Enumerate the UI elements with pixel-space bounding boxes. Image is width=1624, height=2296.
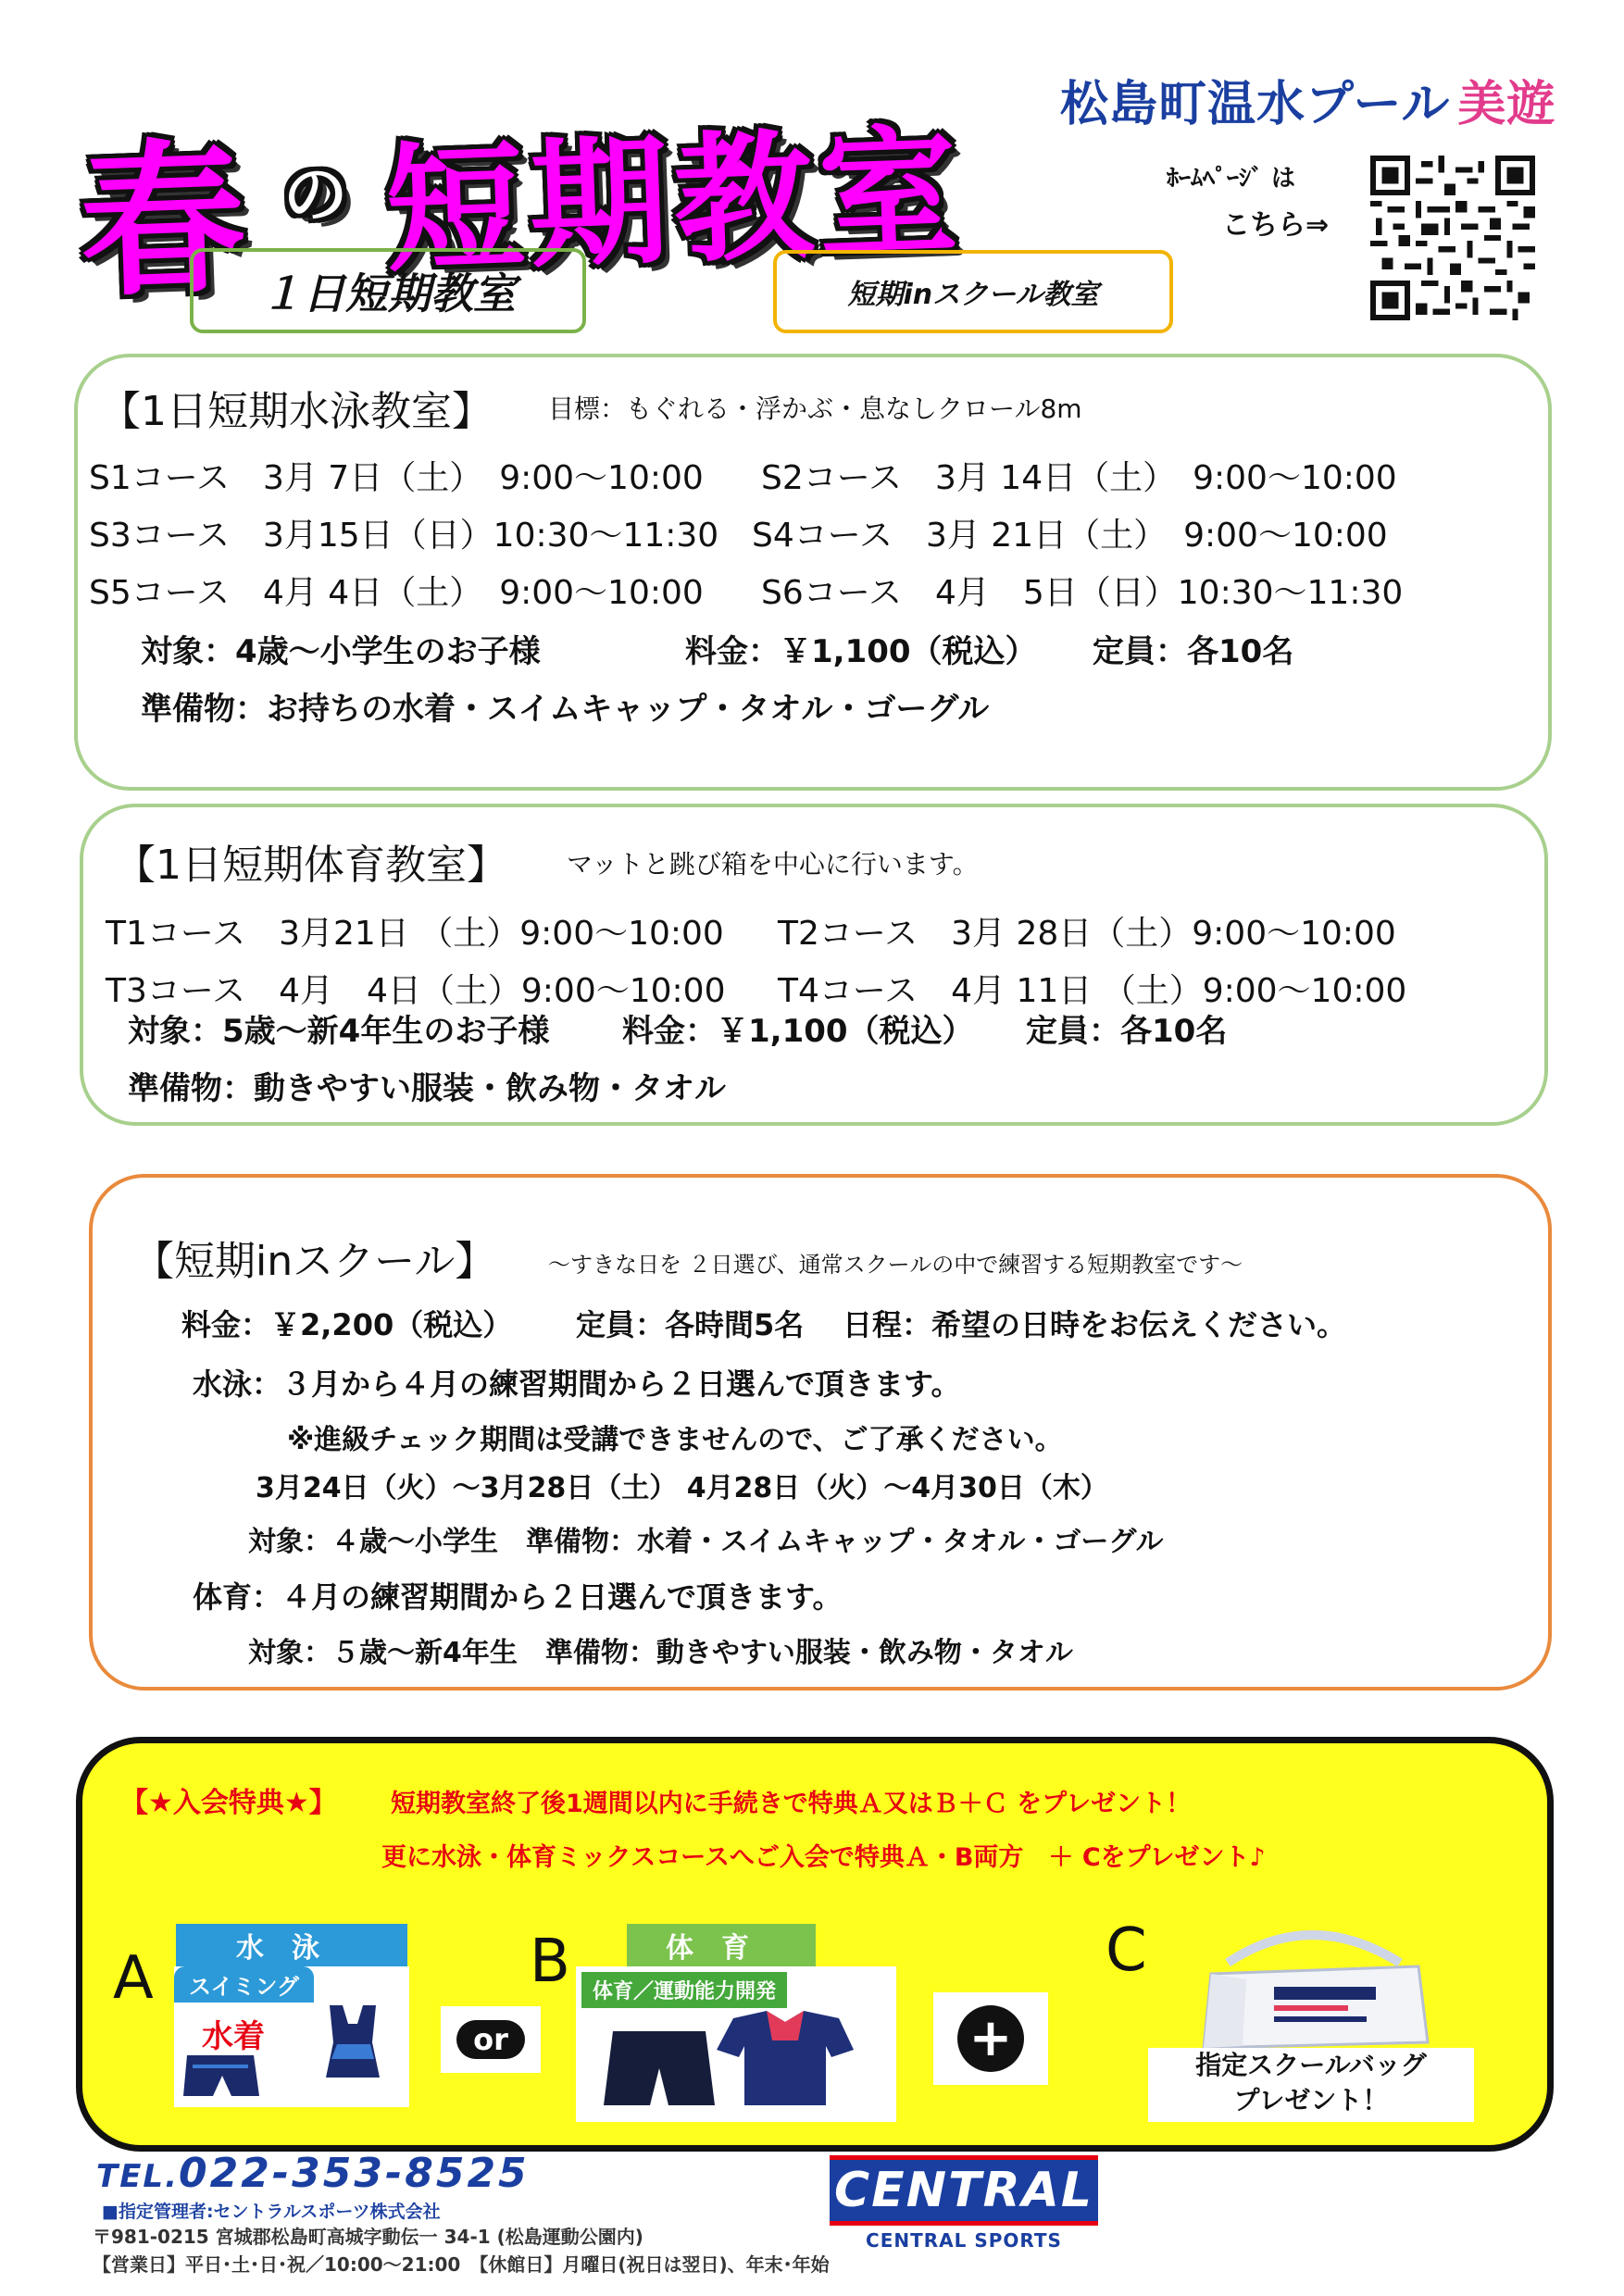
benefit-letter-b: B [530, 1928, 570, 1996]
gym-course-t2: T2コース 3月 28日（土）9:00～10:00 [778, 915, 1396, 953]
brand-biyuu-logo: 美遊 [1457, 77, 1556, 132]
in-school-swim: 水泳：３月から４月の練習期間から２日選んで頂きます。 [193, 1366, 961, 1402]
address-line: 〒981-0215 宮城郡松島町高城字動伝一 34-1 (松島運動公園内) [93, 2226, 643, 2248]
gym-capacity: 定員：各10名 [1026, 1013, 1228, 1050]
bag-caption [1148, 2048, 1474, 2122]
benefit-letter-a: A [113, 1944, 154, 2013]
swim-target: 対象：4歳～小学生のお子様 [141, 633, 541, 670]
tag-in-school-class: 短期inスクール教室 [773, 250, 1173, 333]
swim-course-s1: S1コース 3月 7日（土） 9:00～10:00 [89, 459, 704, 497]
gymwear-photo [576, 1966, 896, 2122]
swimwear-icon [174, 1966, 409, 2107]
in-school-heading: 【短期inスクール】 [133, 1238, 496, 1285]
swim-course-s4: S4コース 3月 21日（土） 9:00～10:00 [752, 517, 1388, 555]
bag-caption-line-1: 指定スクールバッグ [1195, 2050, 1427, 2080]
in-school-note: ※進級チェック期間は受講できませんので、ご了承ください。 [287, 1424, 1063, 1456]
phone-label: TEL. [96, 2158, 179, 2195]
swimwear-label: 水着 [202, 2018, 265, 2055]
plus-label: + [957, 2005, 1024, 2072]
benefit-letter-c: C [1106, 1916, 1147, 1985]
benefit-line-2: 更に水泳・体育ミックスコースへご入会で特典Ａ・B両方 ＋ Cをプレゼント♪ [381, 1843, 1266, 1872]
gym-tab: 体育 [627, 1924, 816, 1966]
swim-items: 準備物：お持ちの水着・スイムキャップ・タオル・ゴーグル [141, 691, 990, 728]
in-school-gym-target: 対象：５歳～新4年生 準備物：動きやすい服装・飲み物・タオル [248, 1637, 1073, 1669]
gym-fee: 料金：￥1,100（税込） [622, 1013, 974, 1050]
manager-line: ■指定管理者:セントラルスポーツ株式会社 [102, 2202, 441, 2222]
swim-chip: スイミング [174, 1966, 314, 2003]
in-school-fee: 料金：￥2,200（税込） [181, 1307, 513, 1342]
hours-line: 【営業日】平日･土･日･祝／10:00～21:00 【休館日】月曜日(祝日は翌日)、年末･年始 [93, 2253, 830, 2276]
in-school-desc: ～すきな日を ２日選び、通常スクールの中で練習する短期教室です～ [548, 1252, 1243, 1278]
swim-course-s2: S2コース 3月 14日（土） 9:00～10:00 [761, 459, 1397, 497]
gym-target: 対象：5歳～新4年生のお子様 [128, 1013, 550, 1050]
in-school-dates: 3月24日（火）～3月28日（土） 4月28日（火）～4月30日（木） [256, 1472, 1108, 1504]
gym-items: 準備物：動きやすい服装・飲み物・タオル [128, 1070, 726, 1107]
bag-caption-line-2: プレゼント！ [1233, 2085, 1389, 2115]
swim-fee: 料金：￥1,100（税込） [685, 633, 1037, 670]
phone-value: 022-353-8525 [179, 2150, 530, 2197]
swim-tab: 水泳 [176, 1924, 407, 1966]
title-no: の [281, 156, 349, 234]
brand-name: 松島町温水プール [1060, 77, 1451, 132]
gym-course-t3: T3コース 4月 4日（土）9:00～10:00 [106, 972, 726, 1010]
swim-capacity: 定員：各10名 [1093, 633, 1294, 670]
homepage-label: ﾎｰﾑﾍﾟｰｼﾞ は [1167, 165, 1296, 193]
tag-one-day-class: １日短期教室 [190, 248, 586, 333]
title-haru: 春 [76, 122, 248, 320]
in-school-capacity: 定員：各時間5名 [576, 1307, 805, 1342]
gym-course-t1: T1コース 3月21日 （土）9:00～10:00 [106, 915, 724, 953]
gym-heading: 【1日短期体育教室】 [115, 842, 507, 889]
swimwear-photo [174, 1966, 409, 2107]
central-logo-text: CENTRAL SPORTS [866, 2229, 1062, 2252]
in-school-swim-target: 対象：４歳～小学生 準備物：水着・スイムキャップ・タオル・ゴーグル [248, 1526, 1164, 1558]
in-school-gym: 体育：４月の練習期間から２日選んで頂きます。 [193, 1579, 843, 1615]
central-sports-logo [830, 2155, 1098, 2252]
or-label: or [456, 2020, 525, 2059]
swim-heading: 【1日短期水泳教室】 [100, 388, 493, 435]
gym-desc: マットと跳び箱を中心に行います。 [567, 849, 979, 880]
benefit-line-1: 短期教室終了後1週間以内に手続きで特典Ａ又はＢ＋Ｃ をプレゼント！ [391, 1790, 1192, 1818]
gym-course-t4: T4コース 4月 11日 （土）9:00～10:00 [778, 972, 1407, 1010]
title-main: 短期教室 [382, 111, 966, 293]
swim-course-s6: S6コース 4月 5日（日）10:30～11:30 [761, 574, 1404, 612]
in-school-schedule: 日程：希望の日時をお伝えください。 [843, 1307, 1347, 1342]
qr-code-icon[interactable] [1370, 156, 1535, 320]
swim-goal: 目標：もぐれる・浮かぶ・息なしクロール8m [548, 393, 1082, 424]
central-logo-mark: CENTRAL [830, 2155, 1098, 2226]
swim-course-s5: S5コース 4月 4日（土） 9:00～10:00 [89, 574, 704, 612]
swim-course-s3: S3コース 3月15日（日）10:30～11:30 [89, 517, 719, 555]
phone-number[interactable] [96, 2150, 530, 2197]
gymwear-icon [576, 1966, 896, 2122]
plus-badge [933, 1992, 1048, 2085]
gym-chip: 体育／運動能力開発 [581, 1972, 787, 2008]
homepage-arrow-label: こちら⇒ [1222, 209, 1330, 242]
or-badge [441, 2006, 541, 2073]
brand-logo [1060, 65, 1555, 134]
school-bag-icon [1191, 1926, 1437, 2055]
benefit-label: 【★入会特典★】 [120, 1787, 337, 1819]
